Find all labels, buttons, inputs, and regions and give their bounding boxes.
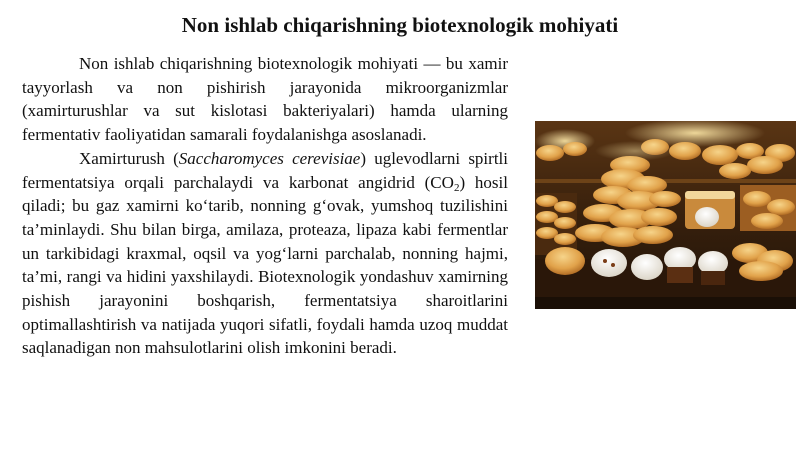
paragraph-fermentation-part-c: ) hosil qiladi; bu gaz xamirni ko‘tarib, nonning g‘ovak, yumshoq tuzilishini ta’minlaydi. Shu bilan birga, amilaza, proteaza, lipaza kabi fermentlar un tarkibidagi kraxmal, oqsil va yog‘larni parchalab, nonning hajmi, ta’mi, rangi va hidini yaxshilaydi. Biotexnologik yondashuv xamirning pishish jarayonini boshqarish, fermentatsiya sharoitlarini optimallashtirish va natijada yuqori sifatli, foydali hamda uzoq muddat saqlanadigan non mahsulotlarini olish imkonini beradi. [22,172,508,358]
bakery-pastries-illustration [535,121,796,309]
bakery-pastries-photo [535,121,796,309]
paragraph-intro: Non ishlab chiqarishning biotexnologik mohiyati — bu xamir tayyorlash va non pishirish jarayonida mikroorganizmlar (xamirturushlar va sut kislotasi bakteriyalari) hamda ularning fermentativ faoliyatidan samarali foydalanishga asoslanadi. [22,54,508,145]
co2-subscript: 2 [453,181,460,194]
paragraph-fermentation-part-b: ) uglevodlarni spirtli fermentatsiya orqali parchalaydi va karbonat angidrid (CO [22,148,508,192]
paragraph-fermentation [22,147,508,360]
paragraph-fermentation-part-a: Xamirturush ( [79,148,179,168]
slide-title: Non ishlab chiqarishning biotexnologik mohiyati [181,13,619,37]
body-text [22,52,508,360]
species-name: Saccharomyces cerevisiae [178,148,361,168]
